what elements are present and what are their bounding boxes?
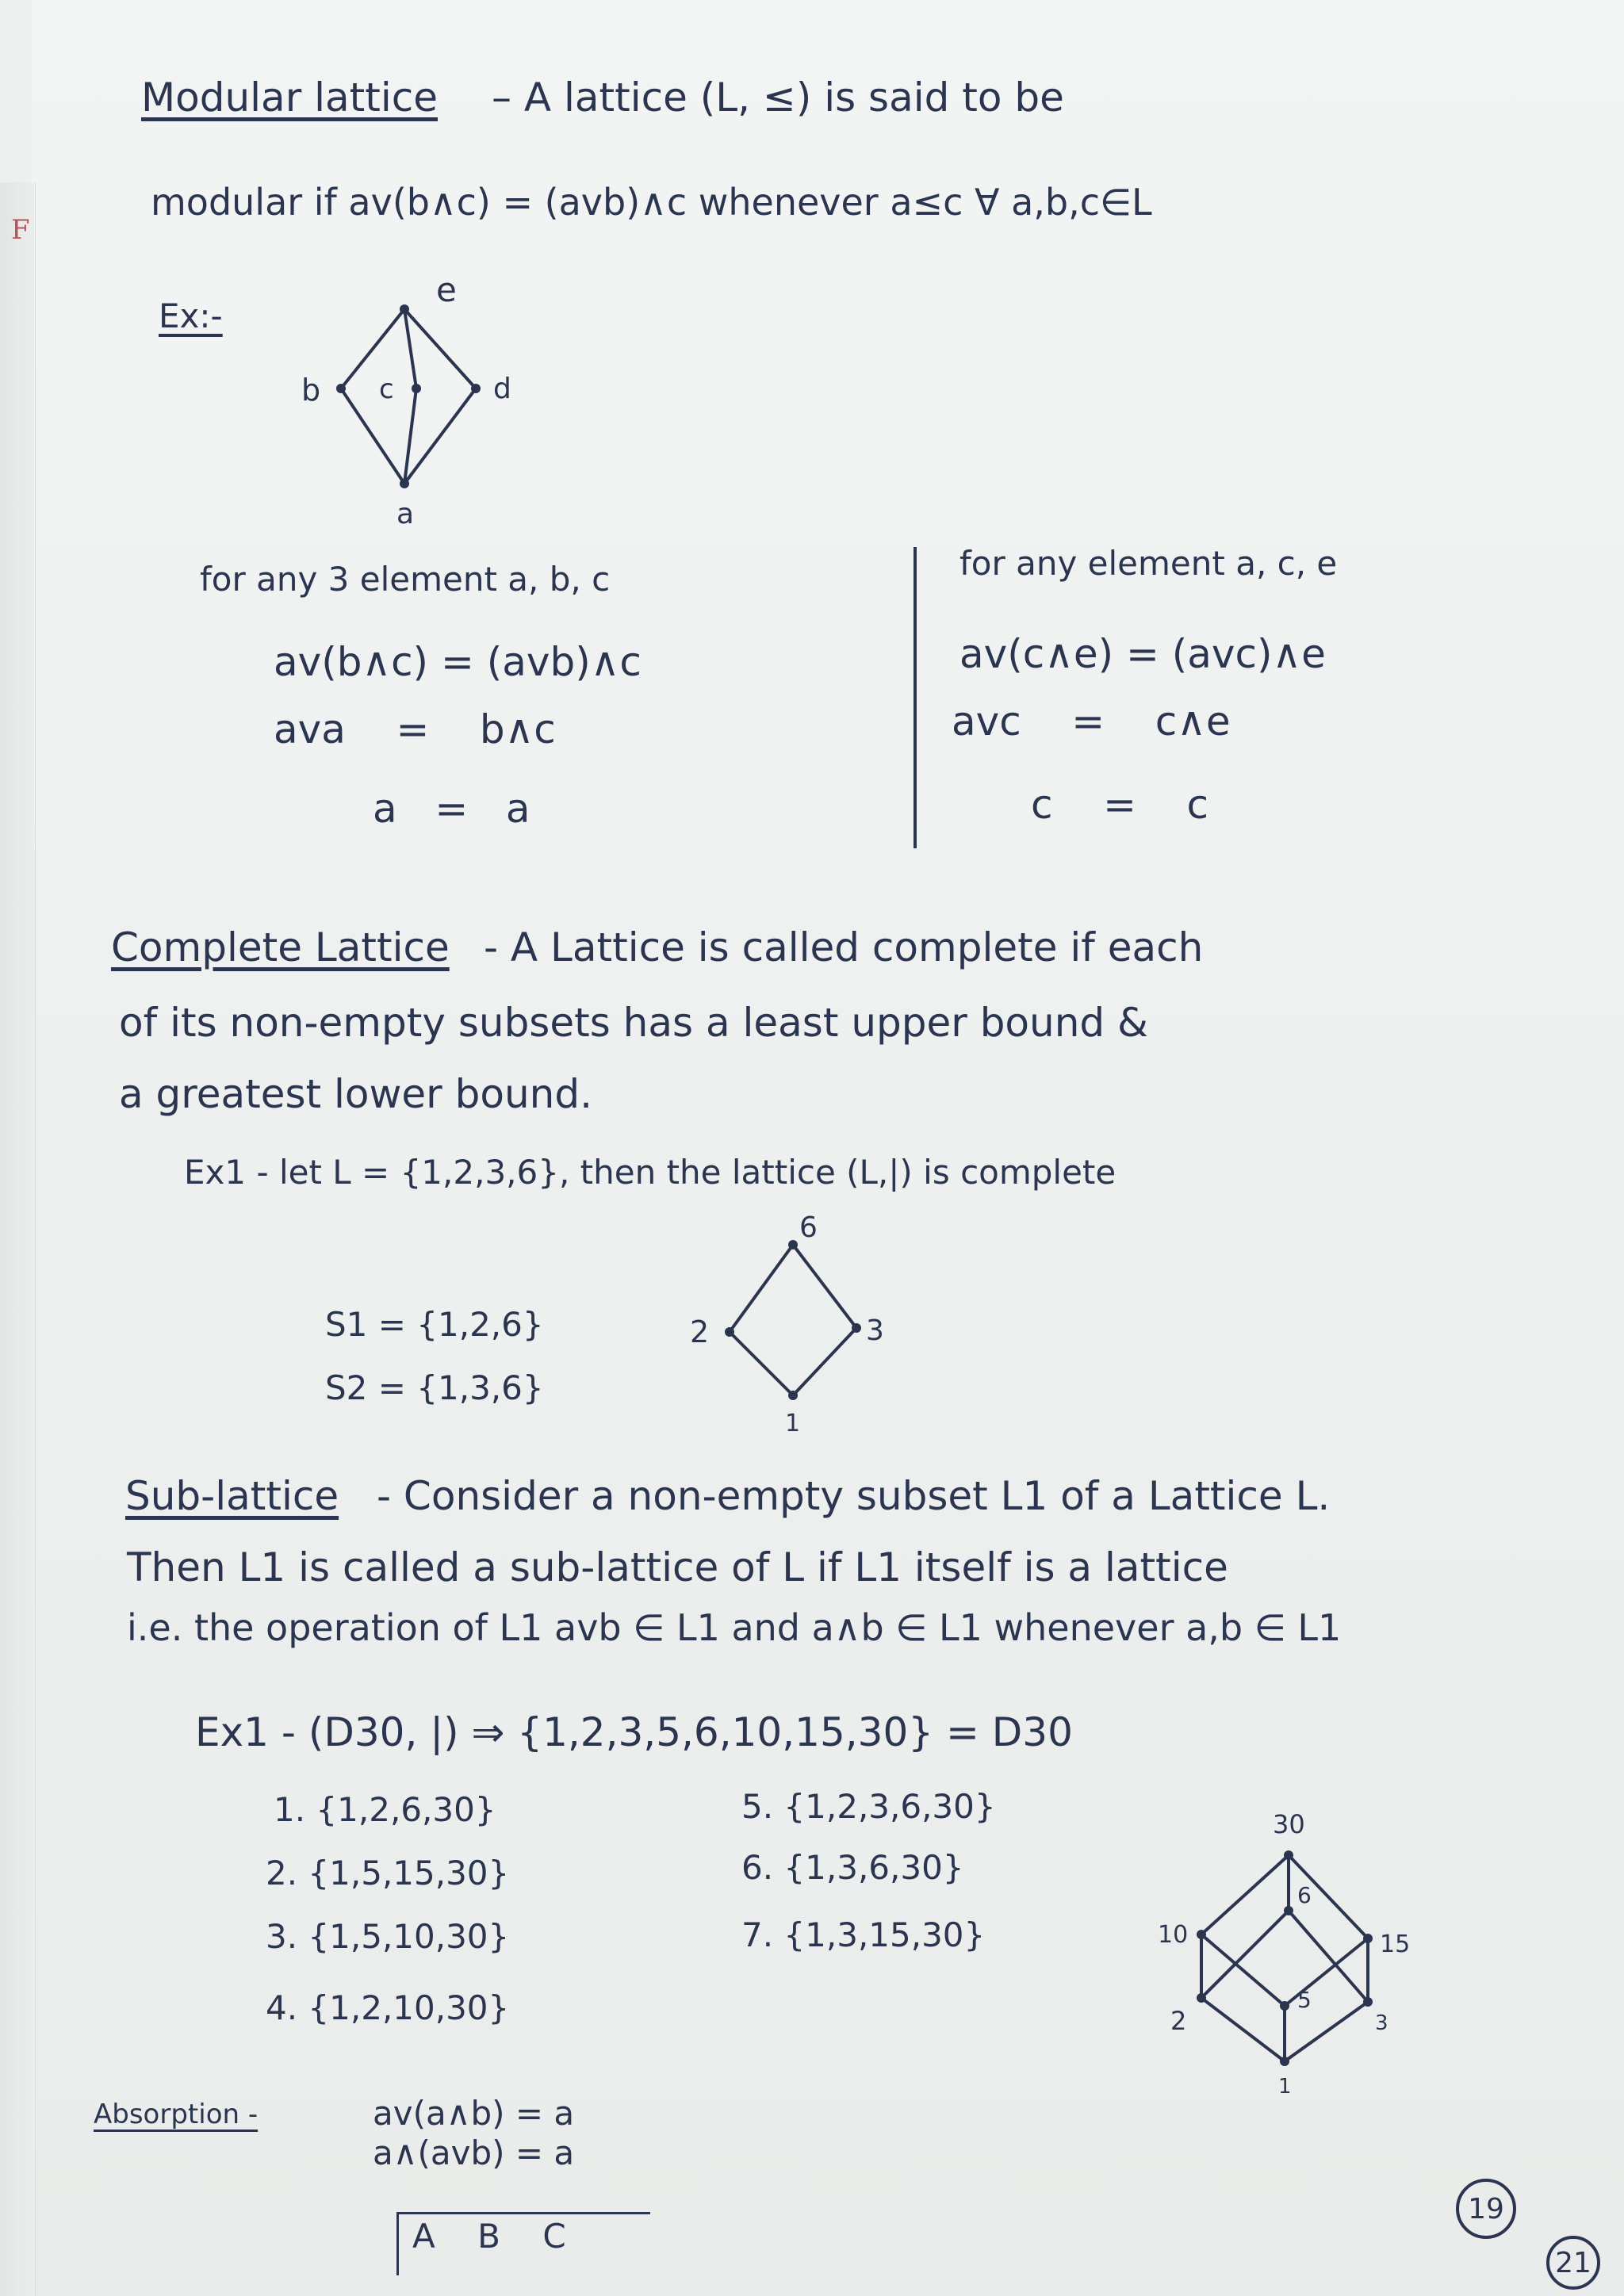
modular-def-line1: – A lattice (L, ≤) is said to be: [492, 75, 1064, 121]
node-label-5: 5: [1297, 1987, 1312, 2013]
node-label-1: 1: [1278, 2075, 1292, 2099]
node-label-1: 1: [785, 1410, 801, 1437]
modular-left-line1: for any 3 element a, b, c: [200, 560, 611, 599]
modular-left-line2: av(b∧c) = (avb)∧c: [274, 639, 642, 685]
node-label-3: 3: [1375, 2011, 1388, 2035]
sublattice-item-2: 2. {1,5,15,30}: [266, 1854, 510, 1892]
modular-left-line4: a = a: [373, 786, 530, 832]
sublattice-item-1: 1. {1,2,6,30}: [274, 1790, 496, 1829]
complete-heading: Complete Lattice: [111, 924, 450, 970]
margin-mark: F: [11, 214, 30, 246]
sublattice-def-line3: i.e. the operation of L1 avb ∈ L1 and a∧b ∈ L1 whenever a,b ∈ L1: [127, 1606, 1342, 1649]
d30-lattice-diagram: [1142, 1800, 1443, 2101]
sublattice-item-3: 3. {1,5,10,30}: [266, 1917, 510, 1956]
sublattice-item-6: 6. {1,3,6,30}: [741, 1848, 964, 1887]
node-label-b: b: [301, 373, 321, 408]
complete-def-line1: - A Lattice is called complete if each: [484, 924, 1204, 970]
node-label-6: 6: [1297, 1882, 1312, 1908]
modular-example-label: Ex:-: [159, 297, 223, 335]
page-number-circle-1: [1456, 2179, 1516, 2239]
column-divider: [914, 547, 917, 848]
complete-example: Ex1 - let L = {1,2,3,6}, then the lattice (L,|) is complete: [184, 1153, 1116, 1192]
sublattice-item-7: 7. {1,3,15,30}: [741, 1915, 986, 1954]
complete-def-line2: of its non-empty subsets has a least upper bound &: [119, 1000, 1149, 1046]
modular-right-line2: av(c∧e) = (avc)∧e: [959, 631, 1326, 677]
modular-left-line3: ava = b∧c: [274, 706, 556, 752]
sublattice-heading: Sub-lattice: [125, 1473, 339, 1519]
footer-box-top-border: [396, 2212, 650, 2214]
node-label-6: 6: [799, 1211, 818, 1244]
complete-def-line3: a greatest lower bound.: [119, 1071, 592, 1117]
node-label-d: d: [493, 373, 511, 405]
modular-lattice-diagram: [285, 262, 539, 531]
modular-right-line3: avc = c∧e: [952, 698, 1231, 744]
complete-lattice-diagram: [682, 1213, 920, 1451]
node-label-2: 2: [690, 1314, 710, 1349]
sublattice-example: Ex1 - (D30, |) ⇒ {1,2,3,5,6,10,15,30} = D30: [195, 1709, 1073, 1755]
absorption-line1: av(a∧b) = a: [373, 2094, 575, 2133]
sublattice-item-5: 5. {1,2,3,6,30}: [741, 1787, 996, 1826]
absorption-line2: a∧(avb) = a: [373, 2133, 575, 2172]
sublattice-def-line2: Then L1 is called a sub-lattice of L if L1 itself is a lattice: [127, 1544, 1228, 1590]
page-number-circle-2: [1546, 2236, 1600, 2290]
absorption-label: Absorption -: [94, 2099, 259, 2130]
node-label-c: c: [379, 373, 394, 405]
sublattice-def-line1: - Consider a non-empty subset L1 of a Lattice L.: [377, 1473, 1331, 1519]
page-number-1: 19: [1468, 2192, 1504, 2225]
node-label-15: 15: [1380, 1931, 1411, 1958]
complete-subset-s2: S2 = {1,3,6}: [325, 1368, 544, 1407]
modular-def-line2: modular if av(b∧c) = (avb)∧c whenever a≤c ∀ a,b,c∈L: [151, 181, 1152, 224]
node-label-3: 3: [866, 1314, 884, 1347]
sublattice-item-4: 4. {1,2,10,30}: [266, 1988, 510, 2027]
modular-right-line1: for any element a, c, e: [959, 544, 1338, 583]
underlying-page-edge: [0, 182, 36, 2296]
complete-subset-s1: S1 = {1,2,6}: [325, 1305, 544, 1344]
node-label-10: 10: [1158, 1921, 1189, 1949]
node-label-2: 2: [1170, 2006, 1187, 2036]
node-label-30: 30: [1273, 1809, 1305, 1839]
page-number-2: 21: [1555, 2246, 1591, 2279]
modular-right-line4: c = c: [1031, 782, 1209, 828]
modular-heading: Modular lattice: [141, 75, 439, 121]
node-label-a: a: [396, 498, 415, 530]
footer-box-left-border: [396, 2212, 399, 2275]
node-label-e: e: [436, 270, 457, 309]
footer-box-text: A B C: [412, 2217, 566, 2256]
